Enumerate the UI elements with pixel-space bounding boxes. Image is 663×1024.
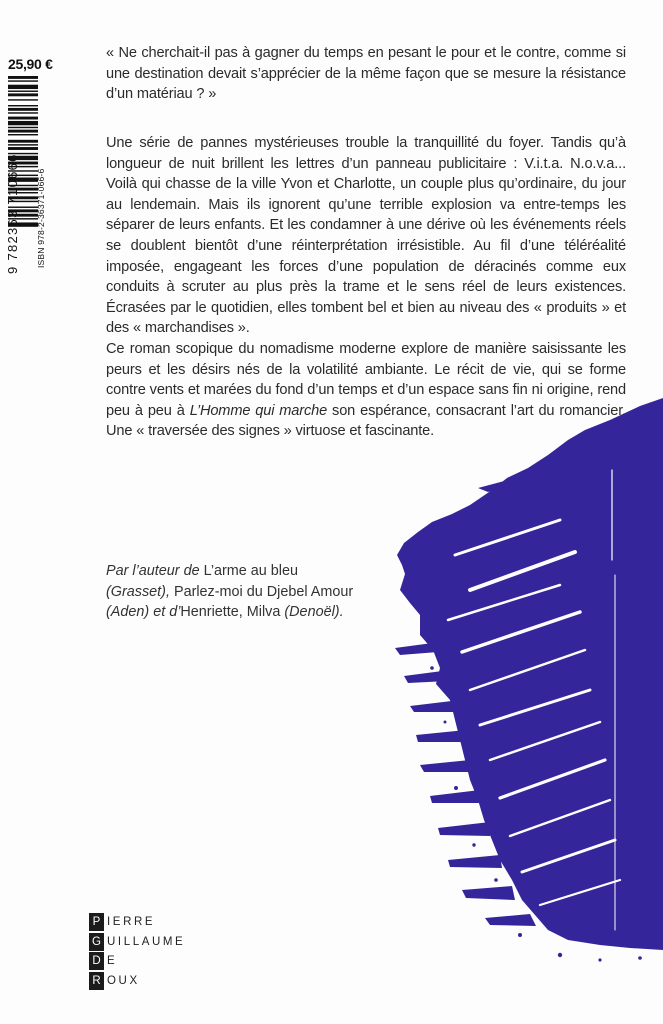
quote: « Ne cherchait-il pas à gagner du temps en pesant le pour et le contre, comme si une destination devait s’apprécier de la même façon que se mesure la résistance d’un matériau ? »	[106, 45, 626, 103]
price-label: 25,90 €	[8, 56, 53, 72]
summary-paragraph-1: Une série de pannes mystérieuses trouble la tranquillité du foyer. Tandis qu’à longueur de nuit brillent les lettres d’un panneau publicitaire : V.i.t.a. N.o.v.a... Voilà qui chasse de la ville Yvon et Charlotte, un couple plus qu’ordinaire, du jour au lendemain. Mais ils ignorent qu’une terrible explosion va entre-temps les séparer de leurs enfants. Et les condamner à une dérive où les événements réels se doublent bientôt d’une réinterprétation irrésistible. Au fil d’une téléréalité imposée, engageant les forces d’une population de déracinés comme eux conduits à scruter au plus près la trame et le sens réel de leurs existences. Écrasées par le quotidien, elles tombent bel et bien au niveau des « produits » et des « marchandises ».	[106, 135, 626, 337]
author-note: Par l’auteur de L’arme au bleu (Grasset), Parlez-moi du Djebel Amour (Aden) et d’Henriette, Milva (Denoël).	[106, 563, 354, 621]
ean-digits: 9 782363 710666	[5, 153, 20, 274]
novel-title: L’Homme qui marche	[189, 402, 328, 419]
isbn-text: ISBN 978-2-36371-066-6	[36, 168, 46, 268]
summary-paragraph-2: Ce roman scopique du nomadisme moderne explore de manière saisissante les peurs et les désirs nés de la volatilité ambiante. Le récit de vie, qui se forme contre vents et marées du fond d’un temps et d’un espace sans fin ni origine, rend peu à peu à L’Homme qui marche son espérance, consacrant l’art du romancier. Une « traversée des signes » virtuose et fascinante.	[106, 340, 626, 440]
